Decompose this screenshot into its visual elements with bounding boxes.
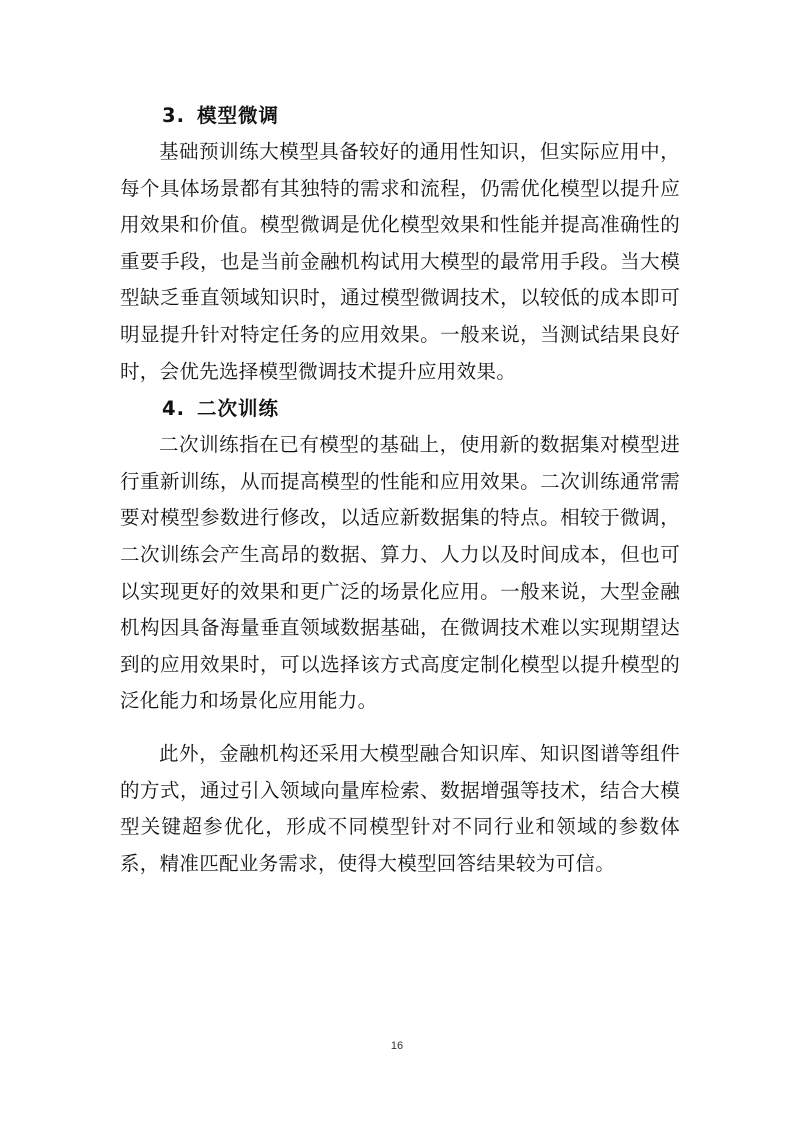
section-4-number: 4. <box>162 397 185 421</box>
section-4-paragraph: 二次训练指在已有模型的基础上，使用新的数据集对模型进行重新训练，从而提高模型的性能和应用效果。二次训练通常需要对模型参数进行修改，以适应新数据集的特点。相较于微调，二次训练会产生高昂的数据、算力、人力以及时间成本，但也可以实现更好的效果和更广泛的场景化应用。一般来说，大型金融机构因具备海量垂直领域数据基础，在微调技术难以实现期望达到的应用效果时，可以选择该方式高度定制化模型以提升模型的泛化能力和场景化应用能力。 <box>120 433 680 713</box>
section-4-heading <box>120 391 680 427</box>
page-number: 16 <box>390 1040 404 1052</box>
section-3-number: 3. <box>162 104 185 127</box>
document-body <box>120 98 680 882</box>
section-3-heading <box>120 98 680 134</box>
section-3-title: 模型微调 <box>196 104 279 127</box>
closing-paragraph: 此外，金融机构还采用大模型融合知识库、知识图谱等组件的方式，通过引入领域向量库检索、数据增强等技术，结合大模型关键超参优化，形成不同模型针对不同行业和领域的参数体系，精准匹配业务需求，使得大模型回答结果较为可信。 <box>120 741 680 875</box>
section-3-paragraph: 基础预训练大模型具备较好的通用性知识，但实际应用中，每个具体场景都有其独特的需求和流程，仍需优化模型以提升应用效果和价值。模型微调是优化模型效果和性能并提高准确性的重要手段，也是当前金融机构试用大模型的最常用手段。当大模型缺乏垂直领域知识时，通过模型微调技术，以较低的成本即可明显提升针对特定任务的应用效果。一般来说，当测试结果良好时，会优先选择模型微调技术提升应用效果。 <box>120 140 680 383</box>
section-4-title: 二次训练 <box>196 397 279 421</box>
